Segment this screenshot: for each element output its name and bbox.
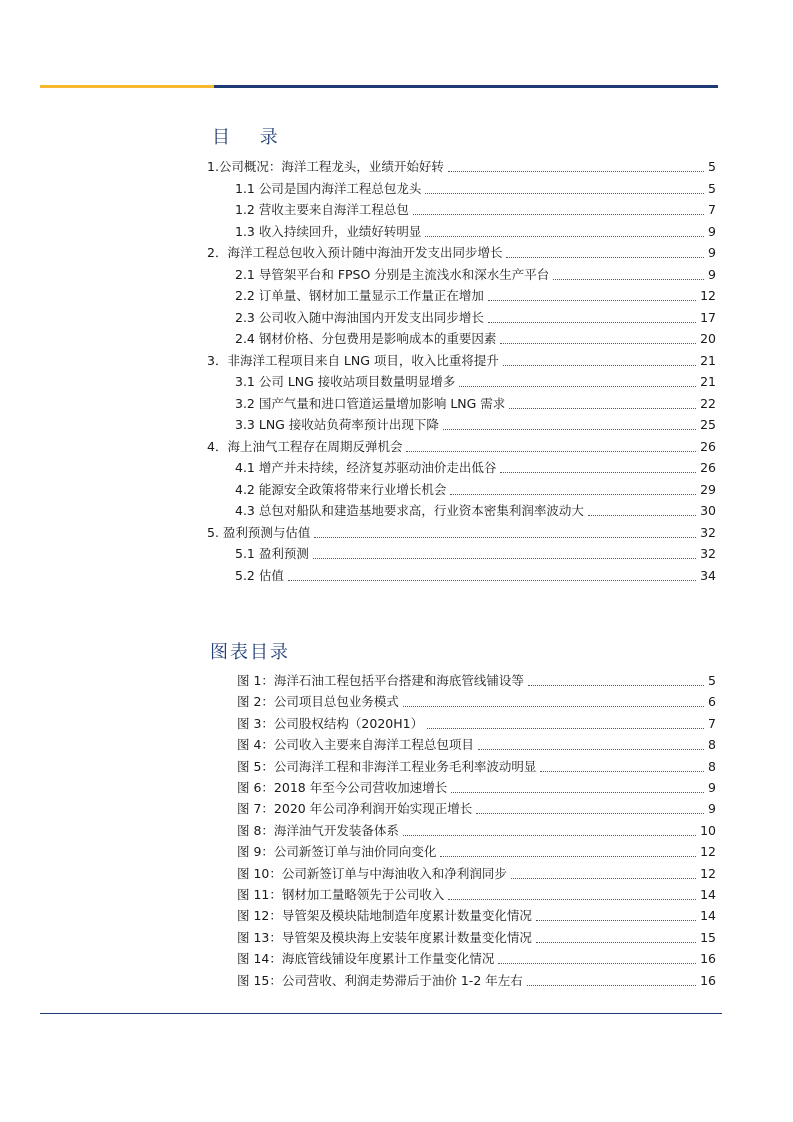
entry-label: 图 14：海底管线铺设年度累计工作量变化情况 bbox=[237, 951, 495, 967]
dot-leader bbox=[459, 385, 696, 387]
toc-entry[interactable] bbox=[237, 821, 716, 841]
toc-entry[interactable] bbox=[235, 501, 716, 521]
entry-label: 图 9：公司新签订单与油价同向变化 bbox=[237, 844, 437, 860]
toc-entry[interactable] bbox=[237, 864, 716, 884]
entry-page-number: 34 bbox=[700, 567, 716, 583]
entry-page-number: 22 bbox=[700, 395, 716, 411]
toc-entry[interactable] bbox=[235, 394, 716, 414]
entry-label: 1.公司概况：海洋工程龙头，业绩开始好转 bbox=[207, 159, 444, 174]
dot-leader bbox=[443, 428, 696, 430]
entry-page-number: 26 bbox=[700, 438, 716, 454]
entry-label: 图 1：海洋石油工程包括平台搭建和海底管线铺设等 bbox=[237, 673, 524, 688]
dot-leader bbox=[450, 493, 696, 495]
toc-entry[interactable] bbox=[235, 458, 716, 478]
entry-label: 4.1 增产并未持续，经济复苏驱动油价走出低谷 bbox=[235, 460, 497, 475]
entry-page-number: 14 bbox=[700, 908, 716, 924]
entry-page-number: 12 bbox=[700, 288, 716, 303]
entry-label: 1.1 公司是国内海洋工程总包龙头 bbox=[235, 180, 422, 196]
entry-label: 1.3 收入持续回升，业绩好转明显 bbox=[235, 223, 422, 239]
footer-rule bbox=[40, 1013, 722, 1014]
entry-page-number: 16 bbox=[700, 972, 716, 988]
toc-entry[interactable] bbox=[235, 308, 716, 328]
toc-entry[interactable] bbox=[207, 157, 716, 177]
toc-entry[interactable] bbox=[235, 286, 716, 306]
entry-label: 图 3：公司股权结构（2020H1） bbox=[237, 715, 424, 731]
entry-page-number: 8 bbox=[708, 737, 716, 753]
entry-label: 3．非海洋工程项目来自 LNG 项目，收入比重将提升 bbox=[207, 352, 499, 368]
entry-page-number: 9 bbox=[708, 245, 716, 260]
dot-leader bbox=[500, 471, 696, 473]
dot-leader bbox=[448, 170, 704, 172]
entry-page-number: 12 bbox=[700, 865, 716, 881]
entry-page-number: 17 bbox=[700, 309, 716, 325]
dot-leader bbox=[500, 342, 696, 344]
entry-page-number: 5 bbox=[708, 159, 716, 174]
toc-entry[interactable] bbox=[237, 692, 716, 712]
toc-entry[interactable] bbox=[237, 735, 716, 755]
entry-label: 图 7：2020 年公司净利润开始实现正增长 bbox=[237, 801, 473, 817]
header-rule bbox=[40, 85, 718, 88]
dot-leader bbox=[511, 877, 696, 879]
entry-label: 4.3 总包对船队和建造基地要求高，行业资本密集利润率波动大 bbox=[235, 503, 584, 518]
entry-label: 3.2 国产气量和进口管道运量增加影响 LNG 需求 bbox=[235, 395, 506, 411]
entry-label: 图 6：2018 年至今公司营收加速增长 bbox=[237, 780, 448, 795]
toc-entry[interactable] bbox=[235, 566, 716, 586]
entry-label: 5. 盈利预测与估值 bbox=[207, 524, 311, 540]
entry-label: 4.2 能源安全政策将带来行业增长机会 bbox=[235, 481, 447, 497]
entry-label: 3.1 公司 LNG 接收站项目数量明显增多 bbox=[235, 374, 456, 389]
entry-page-number: 7 bbox=[708, 715, 716, 731]
entry-label: 5.2 估值 bbox=[235, 567, 284, 583]
toc-entry[interactable] bbox=[237, 949, 716, 969]
dot-leader bbox=[488, 299, 696, 301]
entry-page-number: 9 bbox=[708, 223, 716, 239]
toc-entry[interactable] bbox=[207, 351, 716, 371]
toc-entry[interactable] bbox=[237, 842, 716, 862]
dot-leader bbox=[403, 834, 696, 836]
dot-leader bbox=[536, 941, 696, 943]
dot-leader bbox=[509, 407, 696, 409]
entry-page-number: 25 bbox=[700, 417, 716, 432]
dot-leader bbox=[498, 962, 696, 964]
entry-label: 3.3 LNG 接收站负荷率预计出现下降 bbox=[235, 417, 439, 432]
toc-entry[interactable] bbox=[235, 265, 716, 285]
dot-leader bbox=[448, 898, 696, 900]
entry-page-number: 12 bbox=[700, 844, 716, 860]
entry-page-number: 29 bbox=[700, 481, 716, 497]
toc-entry[interactable] bbox=[235, 544, 716, 564]
dot-leader bbox=[425, 235, 704, 237]
dot-leader bbox=[288, 579, 696, 581]
toc-entry[interactable] bbox=[235, 179, 716, 199]
entry-label: 图 13：导管架及模块海上安装年度累计数量变化情况 bbox=[237, 929, 532, 945]
dot-leader bbox=[506, 256, 704, 258]
entry-page-number: 10 bbox=[700, 822, 716, 838]
entry-label: 图 5：公司海洋工程和非海洋工程业务毛利率波动明显 bbox=[237, 758, 537, 774]
toc-entry[interactable] bbox=[237, 778, 716, 798]
dot-leader bbox=[313, 557, 696, 559]
toc-entry[interactable] bbox=[237, 906, 716, 926]
toc-entry[interactable] bbox=[237, 757, 716, 777]
entry-label: 4．海上油气工程存在周期反弹机会 bbox=[207, 438, 403, 454]
dot-leader bbox=[503, 364, 696, 366]
dot-leader bbox=[528, 684, 704, 686]
entry-page-number: 30 bbox=[700, 503, 716, 518]
toc-entry[interactable] bbox=[235, 372, 716, 392]
entry-label: 图 8：海洋油气开发装备体系 bbox=[237, 822, 399, 838]
entry-label: 1.2 营收主要来自海洋工程总包 bbox=[235, 202, 409, 217]
entry-page-number: 32 bbox=[700, 524, 716, 540]
toc-entry[interactable] bbox=[235, 480, 716, 500]
header-rule-blue bbox=[214, 85, 718, 88]
entry-label: 图 2：公司项目总包业务模式 bbox=[237, 694, 399, 710]
entry-page-number: 9 bbox=[708, 801, 716, 817]
dot-leader bbox=[413, 213, 704, 215]
entry-page-number: 9 bbox=[708, 266, 716, 282]
dot-leader bbox=[588, 514, 696, 516]
entry-page-number: 21 bbox=[700, 352, 716, 368]
dot-leader bbox=[451, 791, 704, 793]
dot-leader bbox=[488, 321, 696, 323]
entry-label: 2．海洋工程总包收入预计随中海油开发支出同步增长 bbox=[207, 245, 503, 260]
toc-entry[interactable] bbox=[237, 885, 716, 905]
dot-leader bbox=[540, 770, 704, 772]
entry-page-number: 14 bbox=[700, 887, 716, 902]
entry-page-number: 15 bbox=[700, 929, 716, 945]
toc-entry[interactable] bbox=[237, 671, 716, 691]
dot-leader bbox=[527, 984, 696, 986]
dot-leader bbox=[553, 278, 704, 280]
toc-entry[interactable] bbox=[237, 928, 716, 948]
entry-page-number: 5 bbox=[708, 673, 716, 688]
entry-label: 图 4：公司收入主要来自海洋工程总包项目 bbox=[237, 737, 474, 753]
dot-leader bbox=[403, 705, 704, 707]
toc-entry[interactable] bbox=[235, 200, 716, 220]
toc-entry[interactable] bbox=[207, 523, 716, 543]
toc-entry[interactable] bbox=[237, 714, 716, 734]
figure-list-title: 图表目录 bbox=[210, 642, 290, 663]
dot-leader bbox=[314, 536, 696, 538]
toc-entry[interactable] bbox=[235, 329, 716, 349]
entry-label: 图 12：导管架及模块陆地制造年度累计数量变化情况 bbox=[237, 908, 532, 924]
dot-leader bbox=[476, 812, 704, 814]
entry-page-number: 6 bbox=[708, 694, 716, 710]
toc-entry[interactable] bbox=[237, 799, 716, 819]
entry-page-number: 16 bbox=[700, 951, 716, 967]
entry-label: 2.1 导管架平台和 FPSO 分别是主流浅水和深水生产平台 bbox=[235, 266, 550, 282]
entry-page-number: 20 bbox=[700, 331, 716, 346]
toc-entry[interactable] bbox=[207, 243, 716, 263]
dot-leader bbox=[427, 727, 704, 729]
dot-leader bbox=[536, 919, 696, 921]
entry-page-number: 32 bbox=[700, 546, 716, 561]
toc-entry[interactable] bbox=[235, 222, 716, 242]
entry-page-number: 7 bbox=[708, 202, 716, 217]
dot-leader bbox=[440, 855, 696, 857]
toc-entry[interactable] bbox=[207, 437, 716, 457]
entry-label: 2.4 钢材价格、分包费用是影响成本的重要因素 bbox=[235, 331, 497, 346]
toc-entry[interactable] bbox=[237, 971, 716, 991]
entry-page-number: 8 bbox=[708, 758, 716, 774]
entry-label: 图 10：公司新签订单与中海油收入和净利润同步 bbox=[237, 865, 507, 881]
entry-page-number: 5 bbox=[708, 180, 716, 196]
dot-leader bbox=[425, 192, 704, 194]
entry-label: 5.1 盈利预测 bbox=[235, 546, 309, 561]
dot-leader bbox=[406, 450, 696, 452]
entry-page-number: 9 bbox=[708, 780, 716, 795]
entry-label: 图 15：公司营收、利润走势滞后于油价 1-2 年左右 bbox=[237, 972, 523, 988]
entry-label: 图 11：钢材加工量略领先于公司收入 bbox=[237, 887, 445, 902]
toc-title: 目 录 bbox=[212, 127, 290, 148]
toc-entry[interactable] bbox=[235, 415, 716, 435]
dot-leader bbox=[478, 748, 704, 750]
entry-page-number: 26 bbox=[700, 460, 716, 475]
entry-label: 2.3 公司收入随中海油国内开发支出同步增长 bbox=[235, 309, 484, 325]
header-rule-gold bbox=[40, 85, 214, 88]
entry-label: 2.2 订单量、钢材加工量显示工作量正在增加 bbox=[235, 288, 484, 303]
entry-page-number: 21 bbox=[700, 374, 716, 389]
